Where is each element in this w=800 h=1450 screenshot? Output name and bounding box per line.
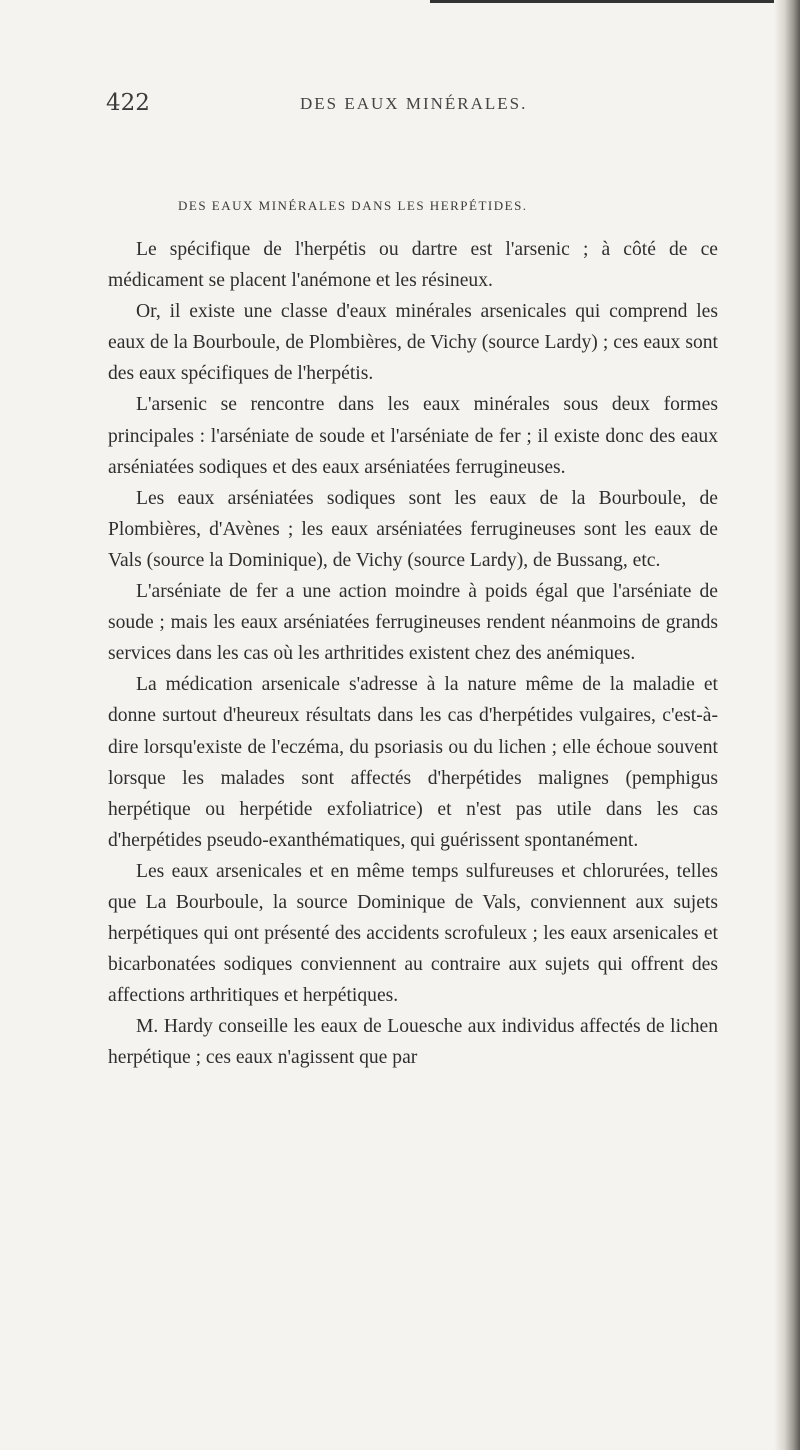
top-edge-rule [430, 0, 790, 3]
paragraph: Le spécifique de l'herpétis ou dartre est l'arsenic ; à côté de ce médicament se placent l'anémone et les résineux. [108, 239, 718, 292]
paragraph: Or, il existe une classe d'eaux minérales arsenicales qui comprend les eaux de la Bourboule, de Plombières, de Vichy (source Lardy) ; ces eaux sont des eaux spécifiques de l'herpétis. [108, 301, 718, 385]
paragraph: Les eaux arsenicales et en même temps sulfureuses et chlorurées, telles que La Bourboule, la source Dominique de Vals, conviennent aux sujets herpétiques qui ont présenté des accidents scrofuleux ; les eaux arsenicales et bicarbonatées sodiques conviennent au contraire aux sujets qui offrent des affections arthritiques et herpétiques. [108, 860, 718, 1007]
paragraph: La médication arsenicale s'adresse à la nature même de la maladie et donne surtout d'heureux résultats dans les cas d'herpétides vulgaires, c'est-à-dire lorsqu'existe de l'eczéma, du psoriasis ou du lichen ; elle échoue souvent lorsque les malades sont affectés d'herpétides malignes (pemphigus herpétique ou herpétide exfoliatrice) et n'est pas utile dans les cas d'herpétides pseudo-exanthématiques, qui guérissent spontanément. [108, 674, 718, 851]
paragraph: Les eaux arséniatées sodiques sont les eaux de la Bourboule, de Plombières, d'Avènes ; les eaux arséniatées ferrugineuses sont les eaux de Vals (source la Dominique), de Vichy (source Lardy), de Bussang, etc. [108, 487, 718, 571]
running-title: DES EAUX MINÉRALES. [300, 94, 528, 113]
body-text [108, 234, 718, 1074]
page-number: 422 [106, 90, 150, 116]
section-title: DES EAUX MINÉRALES DANS LES HERPÉTIDES. [178, 198, 528, 213]
page-edge-shadow [774, 0, 800, 1450]
paragraph: M. Hardy conseille les eaux de Louesche aux individus affectés de lichen herpétique ; ces eaux n'agissent que par [108, 1016, 718, 1069]
paragraph: L'arsenic se rencontre dans les eaux minérales sous deux formes principales : l'arséniate de soude et l'arséniate de fer ; il existe donc des eaux arséniatées sodiques et des eaux arséniatées ferrugineuses. [108, 394, 718, 478]
paragraph: L'arséniate de fer a une action moindre à poids égal que l'arséniate de soude ; mais les eaux arséniatées ferrugineuses rendent néanmoins de grands services dans les cas où les arthritides existent chez des anémiques. [108, 581, 718, 665]
running-head [106, 90, 716, 120]
